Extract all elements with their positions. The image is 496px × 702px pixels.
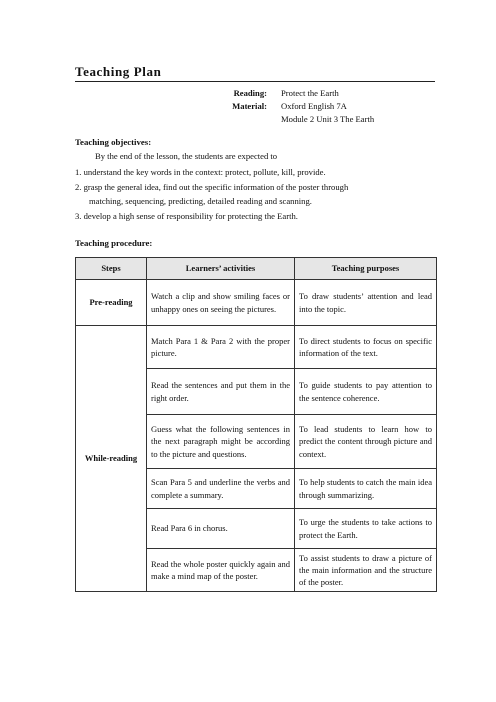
purpose-cell: To direct students to focus on specific information of the text. [295,326,437,369]
activity-cell: Match Para 1 & Para 2 with the proper picture. [147,326,295,369]
header-steps: Steps [76,258,147,280]
purpose-cell: To urge the students to take actions to protect the Earth. [295,509,437,549]
document-title: Teaching Plan [75,64,435,82]
objectives-list [75,165,435,223]
purpose-cell: To assist students to draw a picture of the main information and the structure of the poster. [295,549,437,592]
procedure-table [75,257,437,592]
lesson-meta [195,87,374,126]
material-label: Material: [232,101,267,111]
activity-cell: Read the sentences and put them in the right order. [147,369,295,415]
reading-value: Protect the Earth [281,88,339,98]
objectives-intro: By the end of the lesson, the students are expected to [95,151,278,161]
objectives-heading: Teaching objectives: [75,137,152,147]
activity-cell: Read Para 6 in chorus. [147,509,295,549]
activity-cell: Read the whole poster quickly again and make a mind map of the poster. [147,549,295,592]
objective-item-continued: matching, sequencing, predicting, detailed reading and scanning. [89,196,312,206]
reading-label: Reading: [233,88,267,98]
step-while-reading: While-reading [76,326,147,592]
purpose-cell: To help students to catch the main idea through summarizing. [295,469,437,509]
purpose-cell: To draw students’ attention and lead into the topic. [295,280,437,326]
objective-item: 3. develop a high sense of responsibility for protecting the Earth. [75,210,298,221]
step-pre-reading: Pre-reading [76,280,147,326]
objective-item: 2. grasp the general idea, find out the specific information of the poster through [75,181,349,192]
header-purposes: Teaching purposes [295,258,437,280]
purpose-cell: To guide students to pay attention to the sentence coherence. [295,369,437,415]
material-value: Oxford English 7A [281,101,347,111]
activity-cell: Watch a clip and show smiling faces or unhappy ones on seeing the pictures. [147,280,295,326]
activity-cell: Scan Para 5 and underline the verbs and complete a summary. [147,469,295,509]
table-row [76,326,437,369]
activity-cell: Guess what the following sentences in the next paragraph might be according to the picture and questions. [147,415,295,469]
table-header-row [76,258,437,280]
table-row [76,280,437,326]
purpose-cell: To lead students to learn how to predict the content through picture and context. [295,415,437,469]
material-value-unit: Module 2 Unit 3 The Earth [281,114,375,124]
procedure-heading: Teaching procedure: [75,238,153,248]
objective-item: 1. understand the key words in the context: protect, pollute, kill, provide. [75,167,326,177]
header-activities: Learners’ activities [147,258,295,280]
